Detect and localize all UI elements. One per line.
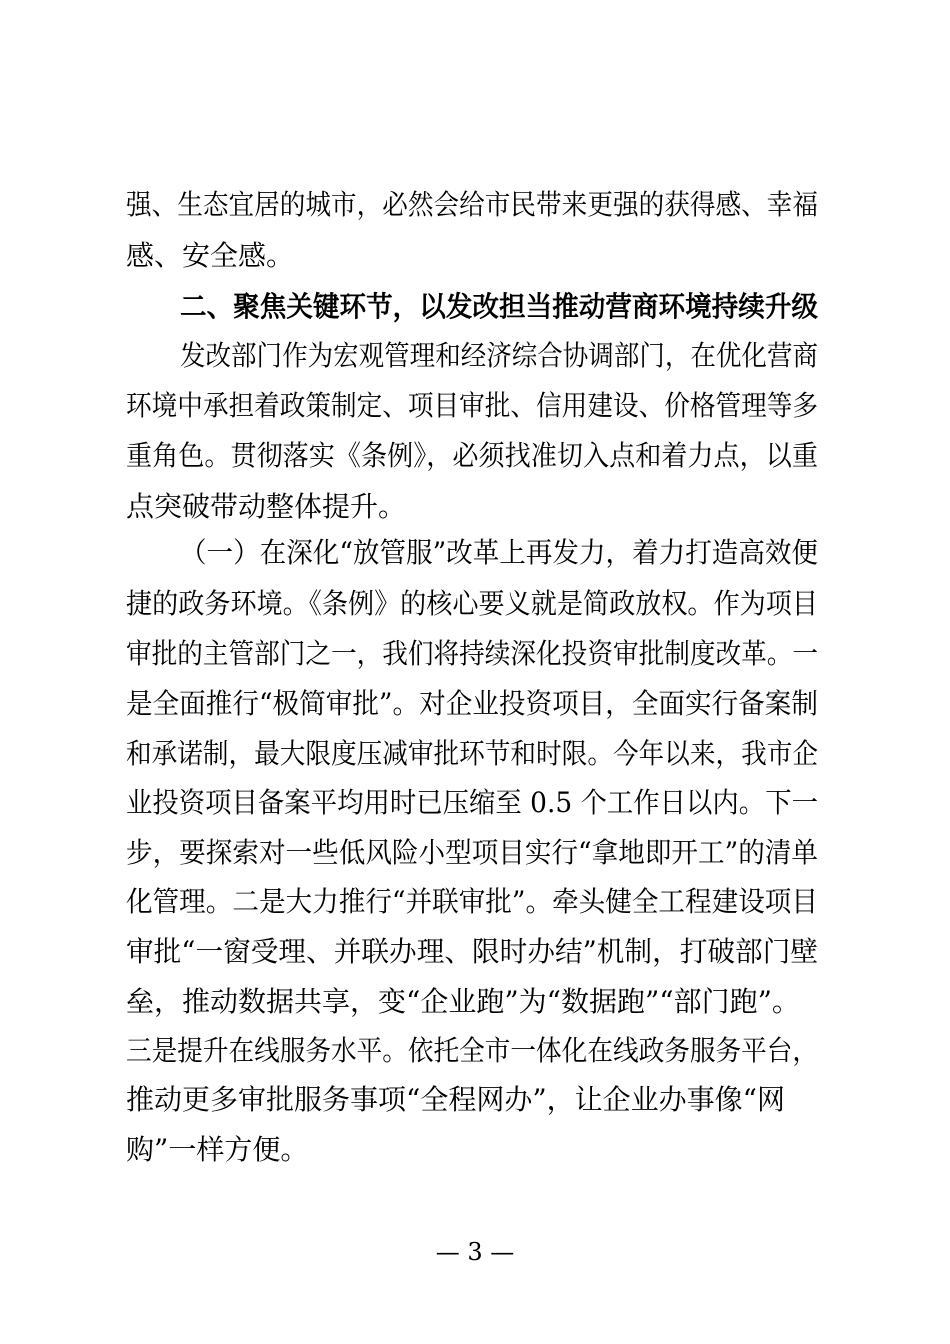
line-text: 重角色。贯彻落实《条例》，必须找准切入点和着力点，以重 xyxy=(126,439,819,472)
text-line xyxy=(0,977,950,1027)
section-heading xyxy=(0,282,950,332)
text-line xyxy=(0,1075,950,1125)
text-line xyxy=(0,729,950,779)
text-line xyxy=(0,431,950,481)
line-text: （一）在深化“放管服”改革上再发力，着力打造高效便 xyxy=(180,536,818,569)
text-line xyxy=(0,629,950,679)
line-text: 化管理。二是大力推行“并联审批”。牵头健全工程建设项目 xyxy=(126,885,818,918)
text-line xyxy=(0,828,950,878)
line-text: 强、生态宜居的城市，必然会给市民带来更强的获得感、幸福 xyxy=(126,188,818,221)
text-line xyxy=(0,1026,950,1076)
heading-text: 二、聚焦关键环节，以发改担当推动营商环境持续升级 xyxy=(180,290,819,323)
line-text: 审批“一窗受理、并联办理、限时办结”机制，打破部门壁 xyxy=(126,935,819,968)
line-text: 推动更多审批服务事项“全程网办”，让企业办事像“网 xyxy=(126,1083,785,1116)
text-line xyxy=(0,482,950,532)
line-text: 垒，推动数据共享，变“企业跑”为“数据跑”“部门跑”。 xyxy=(126,985,800,1018)
line-text: 三是提升在线服务水平。依托全市一体化在线政务服务平台， xyxy=(126,1034,818,1067)
text-line xyxy=(0,877,950,927)
text-line xyxy=(0,927,950,977)
text-line xyxy=(0,778,950,828)
text-line xyxy=(0,579,950,629)
line-text: 购”一样方便。 xyxy=(126,1133,309,1166)
line-text: 和承诺制，最大限度压减审批环节和时限。今年以来，我市企 xyxy=(126,737,818,770)
line-text: 是全面推行“极简审批”。对企业投资项目，全面实行备案制 xyxy=(126,687,818,720)
text-line xyxy=(0,679,950,729)
text-line xyxy=(0,381,950,431)
line-text: 感、安全感。 xyxy=(126,239,295,272)
line-text: 环境中承担着政策制定、项目审批、信用建设、价格管理等多 xyxy=(126,389,818,422)
page-number: — 3 — xyxy=(435,1238,515,1266)
line-text: 审批的主管部门之一，我们将持续深化投资审批制度改革。一 xyxy=(126,637,818,670)
line-text: 步，要探索对一些低风险小型项目实行“拿地即开工”的清单 xyxy=(126,836,818,869)
text-line xyxy=(0,231,950,281)
line-text: 点突破带动整体提升。 xyxy=(126,490,407,523)
line-text: 捷的政务环境。《条例》的核心要义就是简政放权。作为项目 xyxy=(126,587,819,620)
text-line xyxy=(0,331,950,381)
text-line xyxy=(0,1125,950,1175)
line-text: 业投资项目备案平均用时已压缩至 0.5 个工作日以内。下一 xyxy=(126,786,818,819)
text-line xyxy=(0,528,950,578)
line-text: 发改部门作为宏观管理和经济综合协调部门，在优化营商 xyxy=(180,339,818,372)
text-line xyxy=(0,180,950,230)
